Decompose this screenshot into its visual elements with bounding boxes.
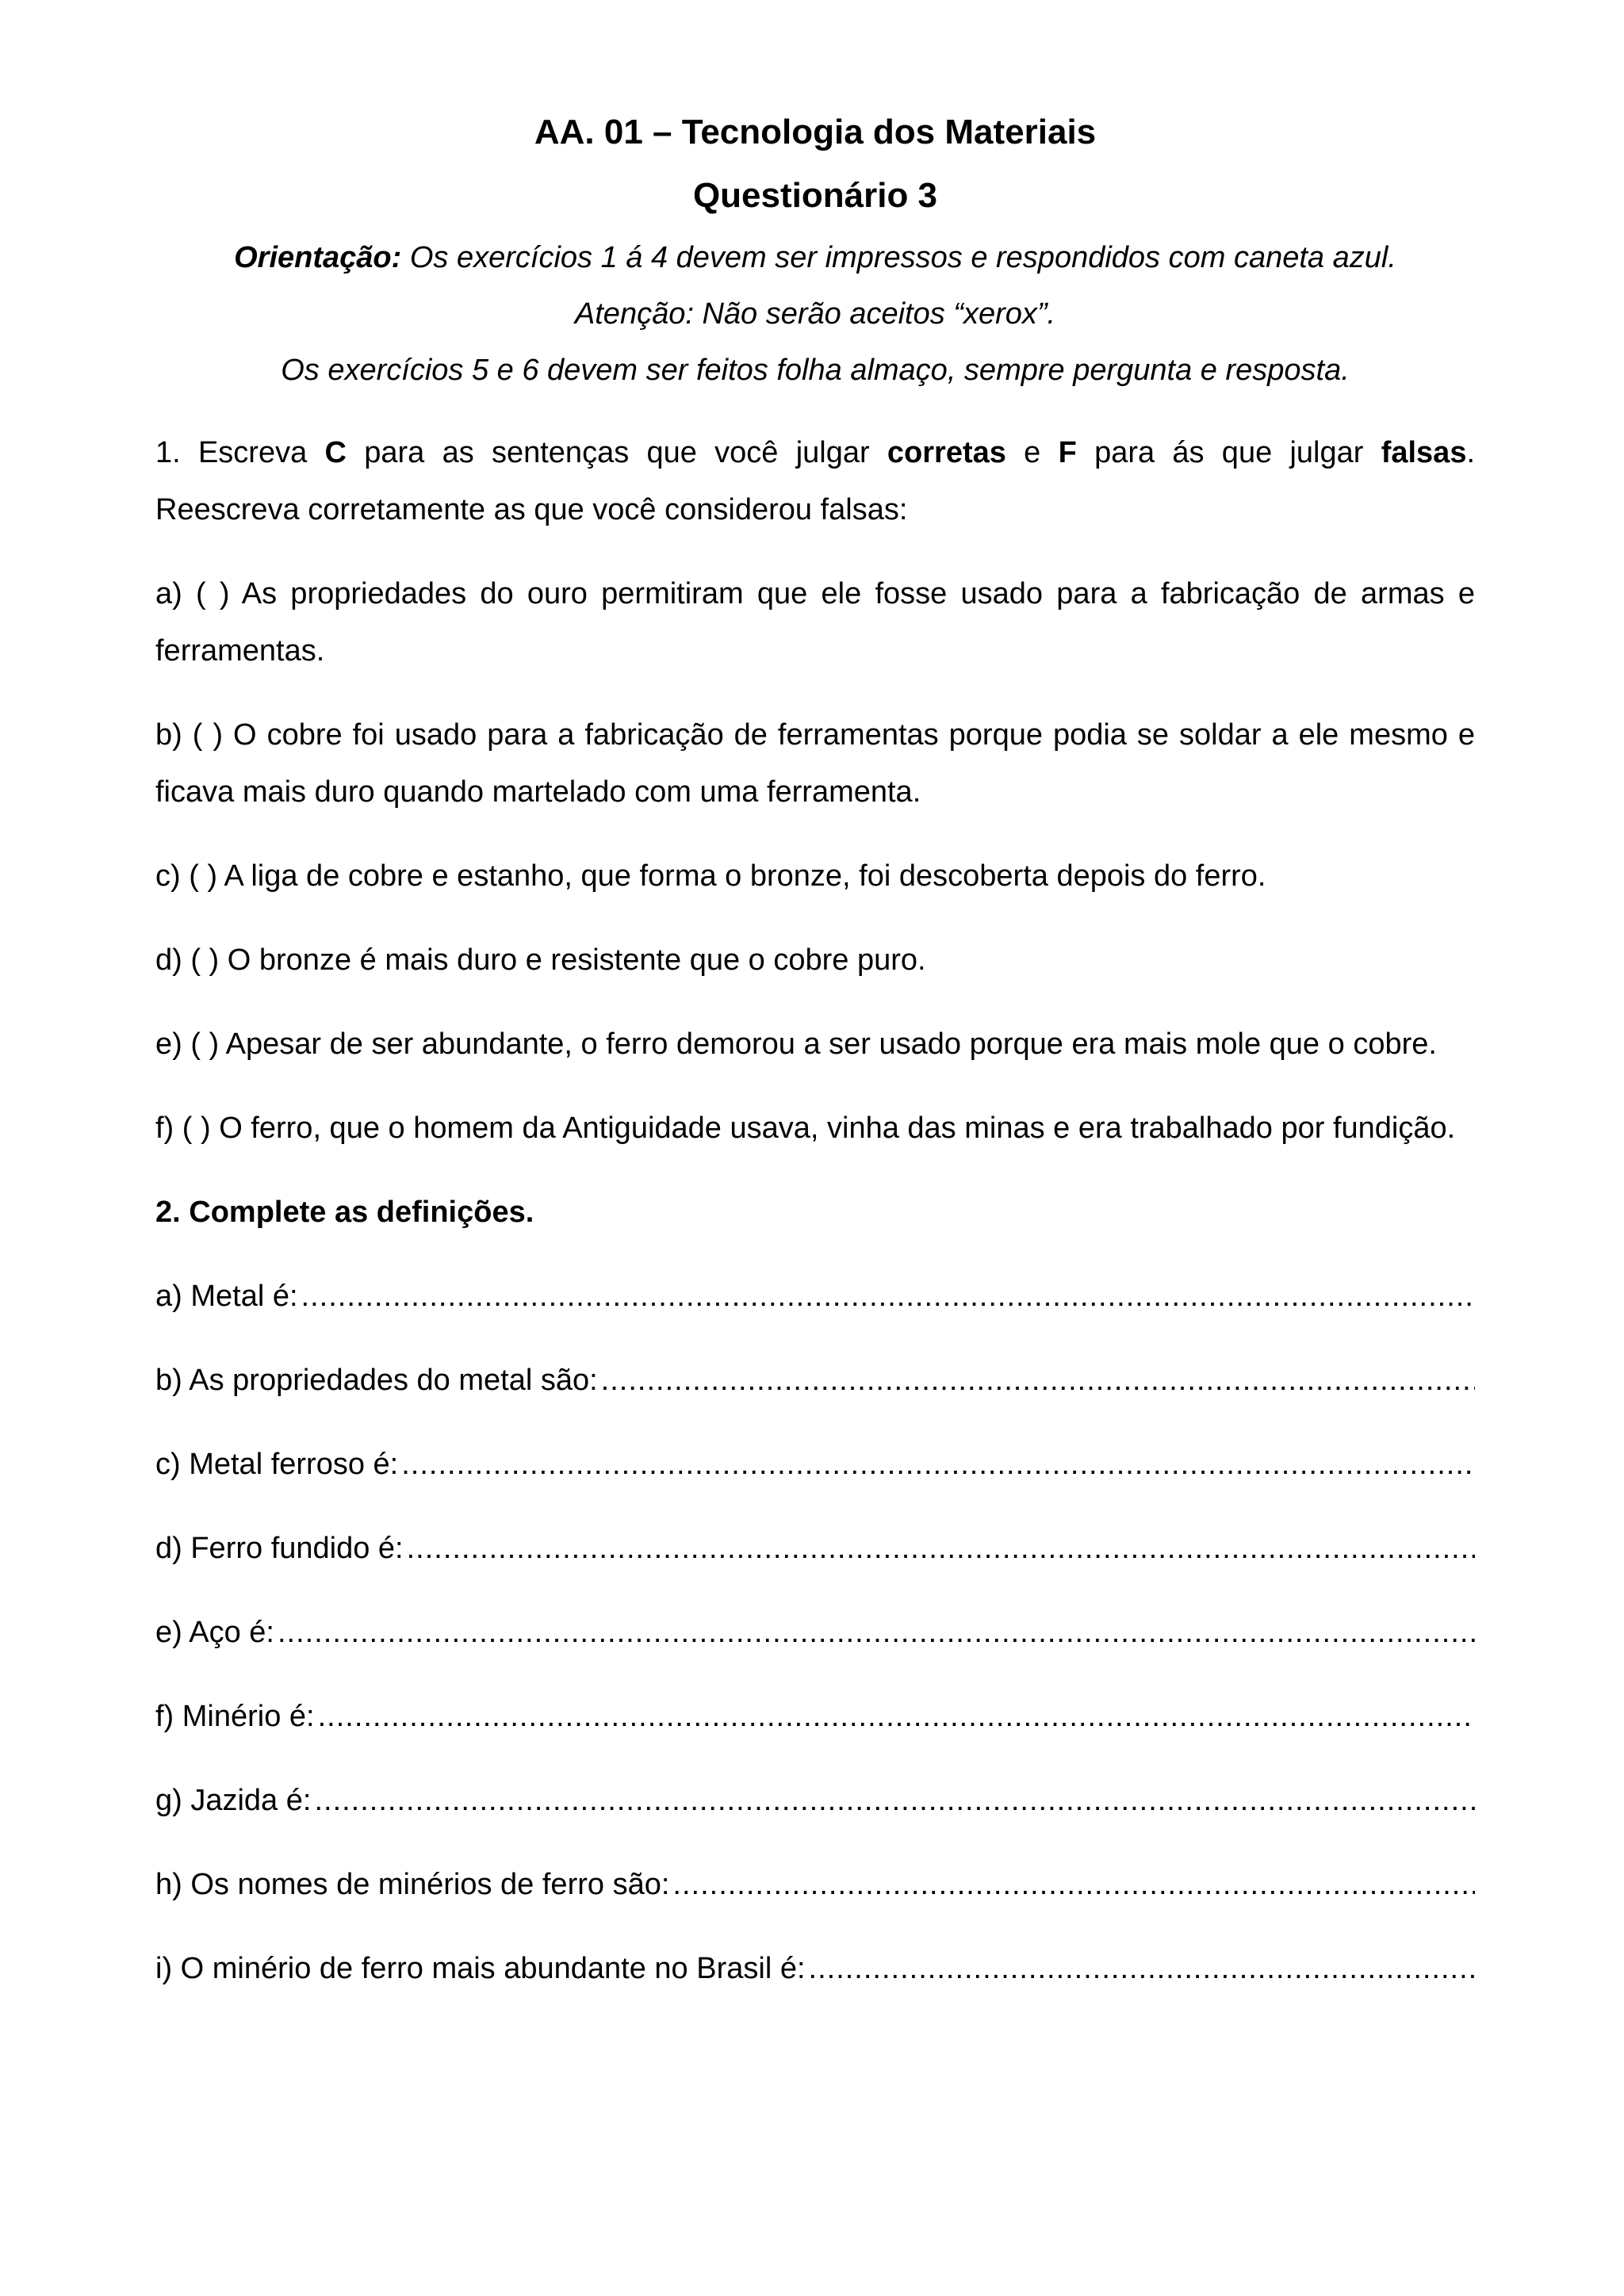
question-1-item-f: f) ( ) O ferro, que o homem da Antiguidade usava, vinha das minas e era trabalhado por fundição. <box>155 1112 1456 1145</box>
definition-line-d[interactable] <box>155 1520 1475 1577</box>
question-1-prompt: 1. Escreva C para as sentenças que você julgar corretas e F para ás que julgar falsas. Reescreva corretamente as que você considerou falsas: <box>155 436 1476 526</box>
question-1-item-c: c) ( ) A liga de cobre e estanho, que forma o bronze, foi descoberta depois do ferro. <box>155 859 1266 893</box>
definition-line-g[interactable] <box>155 1772 1475 1829</box>
definition-label: f) Minério é: <box>155 1700 315 1733</box>
definition-label: d) Ferro fundido é: <box>155 1532 404 1565</box>
answer-dotted-line[interactable] <box>601 1352 1475 1409</box>
answer-dotted-line[interactable] <box>401 1436 1475 1493</box>
definition-label: h) Os nomes de minérios de ferro são: <box>155 1868 670 1901</box>
orientation-text-1: Os exercícios 1 á 4 devem ser impressos e respondidos com caneta azul. <box>401 241 1396 274</box>
question-1-item-d: d) ( ) O bronze é mais duro e resistente que o cobre puro. <box>155 943 926 977</box>
definition-line-f[interactable] <box>155 1688 1475 1745</box>
question-1-item-b: b) ( ) O cobre foi usado para a fabricação de ferramentas porque podia se soldar a ele mesmo e ficava mais duro quando martelado com uma ferramenta. <box>155 718 1475 809</box>
definition-label: i) O minério de ferro mais abundante no Brasil é: <box>155 1952 806 1985</box>
definition-line-h[interactable] <box>155 1856 1475 1913</box>
answer-dotted-line[interactable] <box>278 1604 1475 1661</box>
definition-line-c[interactable] <box>155 1436 1475 1493</box>
question-1-item-a: a) ( ) As propriedades do ouro permitiram que ele fosse usado para a fabricação de armas e ferramentas. <box>155 577 1475 668</box>
orientation-line-1 <box>155 230 1475 286</box>
page-title: AA. 01 – Tecnologia dos Materiais <box>534 113 1097 151</box>
answer-dotted-line[interactable] <box>318 1688 1475 1745</box>
page-subtitle: Questionário 3 <box>692 176 938 215</box>
definition-label: a) Metal é: <box>155 1280 298 1313</box>
definition-line-b[interactable] <box>155 1352 1475 1409</box>
definition-label: b) As propriedades do metal são: <box>155 1364 598 1397</box>
answer-dotted-line[interactable] <box>809 1940 1475 1997</box>
question-1-item-e: e) ( ) Apesar de ser abundante, o ferro demorou a ser usado porque era mais mole que o cobre. <box>155 1027 1437 1061</box>
question-2-heading: 2. Complete as definições. <box>155 1196 534 1229</box>
orientation-label: Orientação: <box>234 241 402 274</box>
answer-dotted-line[interactable] <box>314 1772 1475 1829</box>
definition-label: e) Aço é: <box>155 1616 274 1649</box>
orientation-line-3: Os exercícios 5 e 6 devem ser feitos folha almaço, sempre pergunta e resposta. <box>281 354 1350 387</box>
answer-dotted-line[interactable] <box>301 1268 1475 1325</box>
definition-line-i[interactable] <box>155 1940 1475 1997</box>
definition-line-a[interactable] <box>155 1268 1475 1325</box>
answer-dotted-line[interactable] <box>407 1520 1475 1577</box>
orientation-line-2: Atenção: Não serão aceitos “xerox”. <box>574 297 1056 331</box>
definition-line-e[interactable] <box>155 1604 1475 1661</box>
definition-label: c) Metal ferroso é: <box>155 1448 399 1481</box>
definition-label: g) Jazida é: <box>155 1784 312 1817</box>
answer-dotted-line[interactable] <box>672 1856 1475 1913</box>
